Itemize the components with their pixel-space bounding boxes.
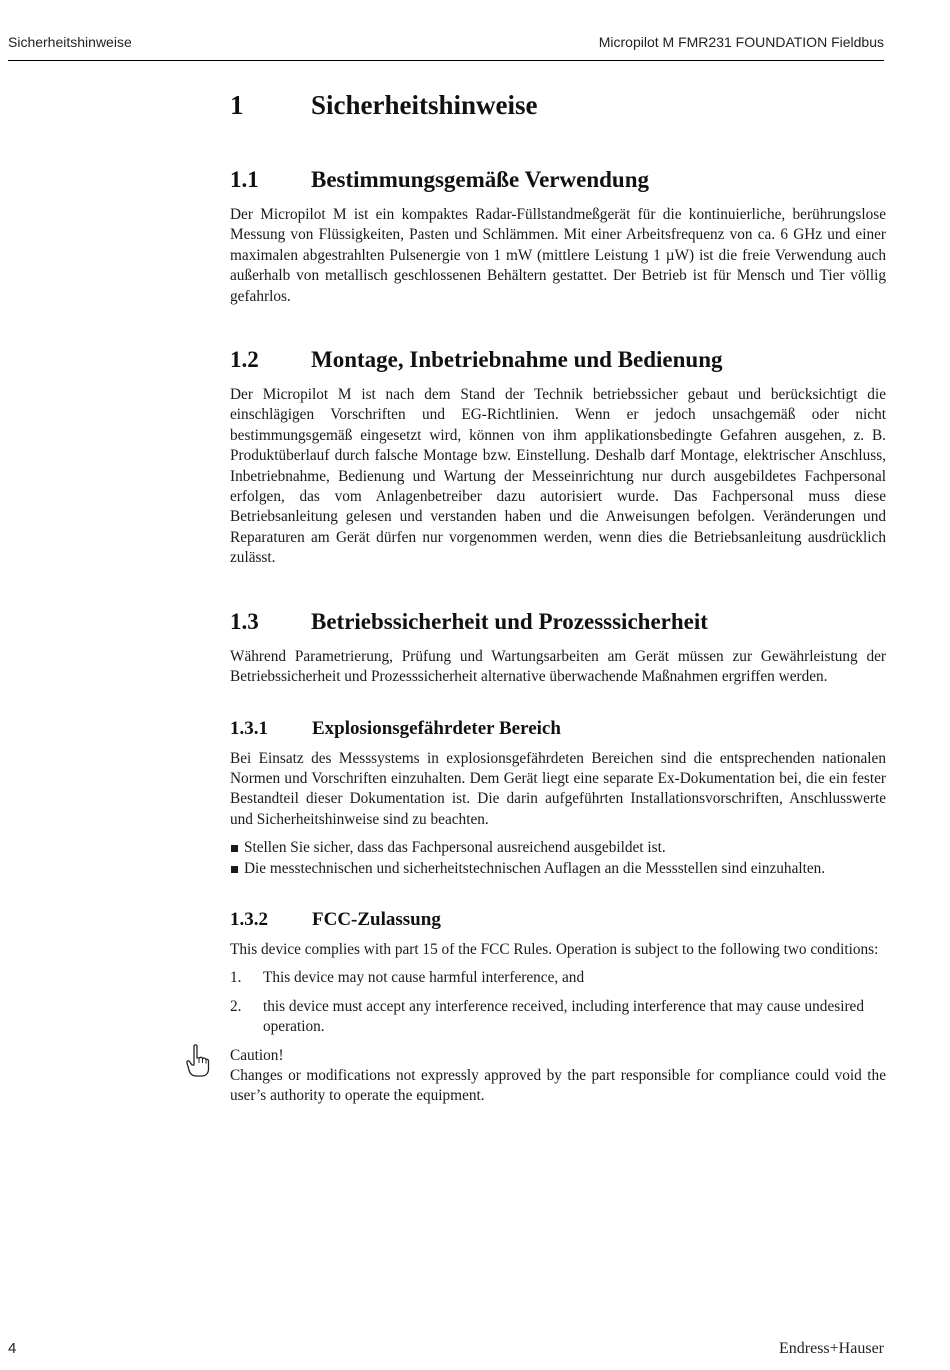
subsection-title: FCC-Zulassung bbox=[312, 908, 441, 930]
pointing-hand-icon bbox=[184, 1044, 210, 1078]
chapter-number: 1 bbox=[230, 90, 244, 120]
list-item-text: This device may not cause harmful interference, and bbox=[263, 969, 585, 987]
section-1-1-paragraph: Der Micropilot M ist ein kompaktes Radar-Füllstandmeßgerät für die kontinuierliche, berührungslose Messung von Flüssigkeiten, Pasten und Schlämmen. Mit einer Arbeitsfrequenz von ca. 6 GHz und einer maximalen abgestrahlten Pulsenergie von 1 mW (mittlere Leistung 1 µW) ist die freie Verwendung auch außerhalb von metallisch geschlossenen Behältern gestattet. Der Betrieb ist für Mensch und Tier völlig gefahrlos. bbox=[230, 206, 886, 305]
caution-label: Caution! bbox=[230, 1046, 284, 1064]
page-header bbox=[8, 32, 884, 61]
list-item: Die messtechnischen und sicherheitstechnischen Auflagen an die Messstellen sind einzuhalten. bbox=[230, 859, 886, 879]
bullet-list bbox=[230, 838, 886, 879]
subsection-title: Explosionsgefährdeter Bereich bbox=[312, 717, 561, 739]
list-item-number: 2. bbox=[230, 997, 242, 1015]
section-1-3-2-heading bbox=[230, 909, 886, 933]
list-item bbox=[230, 997, 886, 1038]
list-item-text: this device must accept any interference received, including interference that may cause undesired operation. bbox=[263, 997, 864, 1036]
section-number: 1.1 bbox=[230, 167, 259, 192]
subsection-number: 1.3.2 bbox=[230, 908, 268, 930]
list-item: Stellen Sie sicher, dass das Fachpersonal ausreichend ausgebildet ist. bbox=[230, 838, 886, 858]
chapter-heading bbox=[230, 90, 886, 124]
section-number: 1.3 bbox=[230, 608, 259, 634]
section-number: 1.2 bbox=[230, 347, 259, 373]
section-1-2-paragraph: Der Micropilot M ist nach dem Stand der Technik betriebssicher gebaut und berücksichtigt die einschlägigen Vorschriften und EG-Richtlinien. Wenn er jedoch unsachgemäß oder nicht bestimmungsgemäß eingesetzt wird, können von ihm applikationsbedingte Gefahren ausgehen, z. B. Produktüberlauf durch falsche Montage bzw. Einstellung. Deshalb darf Montage, elektrischer Anschluss, Inbetriebnahme, Bedienung und Wartung der Messeinrichtung nur durch ausgebildetes Fachpersonal erfolgen, das vom Anlagenbetreiber dazu autorisiert wurde. Das Fachpersonal muss diese Betriebsanleitung gelesen und verstanden haben und die Anweisungen befolgen. Veränderungen und Reparaturen am Gerät dürfen nur vorgenommen werden, wenn dies die Betriebsanleitung ausdrücklich zulässt. bbox=[230, 386, 886, 567]
caution-text: Changes or modifications not expressly approved by the part responsible for compliance could void the user’s authority to operate the equipment. bbox=[230, 1066, 886, 1105]
page-number: 4 bbox=[8, 1340, 17, 1357]
section-1-3-1-heading bbox=[230, 718, 886, 742]
section-title: Bestimmungsgemäße Verwendung bbox=[311, 167, 650, 192]
numbered-list bbox=[230, 968, 886, 1037]
section-1-1-heading bbox=[230, 167, 886, 197]
header-section-title: Sicherheitshinweise bbox=[8, 34, 132, 50]
subsection-number: 1.3.1 bbox=[230, 717, 268, 739]
header-product-title: Micropilot M FMR231 FOUNDATION Fieldbus bbox=[598, 34, 884, 50]
chapter-title: Sicherheitshinweise bbox=[311, 90, 538, 120]
page-content bbox=[230, 90, 886, 1107]
section-title: Betriebssicherheit und Prozesssicherheit bbox=[311, 608, 708, 634]
section-1-3-paragraph: Während Parametrierung, Prüfung und Wartungsarbeiten am Gerät müssen zur Gewährleistung der Betriebssicherheit und Prozesssicherheit alternative überwachende Maßnahmen ergriffen werden. bbox=[230, 647, 886, 686]
brand-name: Endress+Hauser bbox=[779, 1340, 884, 1357]
list-item-number: 1. bbox=[230, 969, 242, 987]
section-1-3-heading bbox=[230, 609, 886, 639]
section-1-2-heading bbox=[230, 347, 886, 377]
list-item bbox=[230, 968, 886, 988]
caution-note bbox=[230, 1046, 886, 1107]
section-1-3-1-paragraph: Bei Einsatz des Messsystems in explosionsgefährdeten Bereichen sind die entsprechenden nationalen Normen und Vorschriften einzuhalten. Dem Gerät liegt eine separate Ex-Dokumentation bei, die ein fester Bestandteil dieser Dokumentation ist. Die darin aufgeführten Installationsvorschriften, Anschlusswerte und Sicherheitshinweise sind zu beachten. bbox=[230, 749, 886, 828]
section-title: Montage, Inbetriebnahme und Bedienung bbox=[311, 347, 723, 373]
section-1-3-2-paragraph: This device complies with part 15 of the FCC Rules. Operation is subject to the following two conditions: bbox=[230, 940, 879, 958]
